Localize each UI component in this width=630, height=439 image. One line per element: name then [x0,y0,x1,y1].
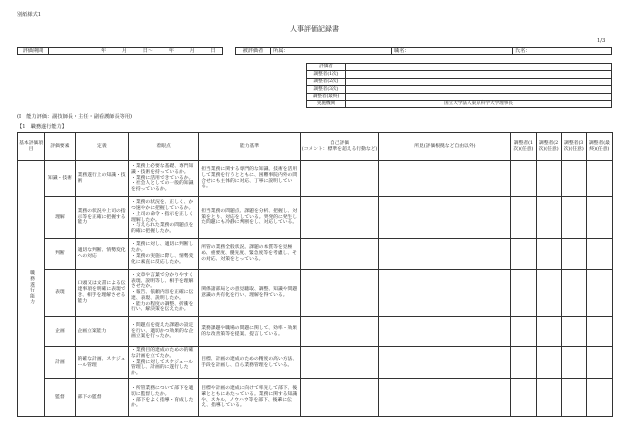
viewpoint-cell: ・業務に対し、適切に判断したか。 ・業務の実施に際し、情勢変化に素直に反応したか。 [129,239,199,270]
adj2-cell[interactable] [536,161,561,197]
element-cell: 理解 [45,197,75,239]
viewpoint-cell: ・業務の状況を、正しく、かつ速やかに把握しているか。 ・上司の命令・指示を正しく理解したか。 ・与えられた業務の問題点を的確に把握したか。 [129,197,199,239]
adj1-cell[interactable] [511,317,536,347]
period-day2: 日 [210,48,216,54]
page-title: 人事評価記録書 [290,25,339,33]
adj1-cell[interactable] [511,239,536,270]
definition-cell: 的確な計画、スケジュール管理 [75,347,128,379]
definition-cell: 業務の状況や上司の指示等を正確に把握する能力 [75,197,128,239]
period-year1: 年 [101,48,107,54]
person-label: 被評価者 [236,48,271,55]
standard-cell: 所管の業務全般状況、課題の本質等を見極め、重要度、優先度、緊急度等を考慮し、その対応、対策をとっている。 [199,239,301,270]
self-eval-cell[interactable] [300,379,379,417]
period-month2: 月 [189,48,195,54]
section-heading: (Ⅰ 能力評価：副技師長・主任・副看護師長等用) [17,114,133,120]
col-opinion: 所見(評価根拠など自由以外) [379,133,511,161]
adj-final-cell[interactable] [586,197,612,239]
element-cell: 判断 [45,239,75,270]
form-label: 別紙様式1 [17,12,42,18]
viewpoint-cell: ・文章や言葉で分かりやすく表現、説明等し、相手を理解させたか。 ・報告、依頼内容を正確に伝達、表現、説明したか。 ・能力の程度の調整、折衝を行い、解決策を伝えたか。 [129,270,199,317]
self-eval-cell[interactable] [300,347,379,379]
definition-cell: 適切な判断、情勢変化への対応 [75,239,128,270]
col-element: 評価要素 [45,133,75,161]
adj3-cell[interactable] [561,347,586,379]
standard-cell: 目標、計画の達成のための精度の高い方法、手段を計画し、自ら業務管理をしている。 [199,347,301,379]
col-adjuster3: 調整者(3次)(任意) [561,133,586,161]
element-cell: 監督 [45,379,75,417]
table-row [18,161,613,197]
adjuster1-label: 調整者(1次) [307,71,346,78]
definition-cell: 口頭又は文書による伝達事項を明確に表現でき、相手を理解させる能力 [75,270,128,317]
period-year2: 年 [168,48,174,54]
name-field[interactable]: 氏名： [513,48,612,55]
adj1-cell[interactable] [511,161,536,197]
standard-cell: 業務課題や職場の問題に関して、効率・効果的な改善策等を提案、提言している。 [199,317,301,347]
element-cell: 企画 [45,317,75,347]
adjuster-final-field[interactable] [346,93,612,100]
standard-cell: 関係諸部局との意見聴取、調整、知識や問題意識の共有化を行い、理解を得ている。 [199,270,301,317]
opinion-cell[interactable] [379,347,511,379]
period-month1: 月 [121,48,128,54]
adj-final-cell[interactable] [586,317,612,347]
adjuster2-field[interactable] [346,78,612,85]
period-box [17,47,223,55]
col-viewpoint: 着眼点 [129,133,199,161]
adj-final-cell[interactable] [586,239,612,270]
col-adjuster2: 調整者(2次)(任意) [536,133,561,161]
col-adjuster1: 調整者(1次)(任意) [511,133,536,161]
adjuster3-label: 調整者(3次) [307,86,346,93]
institution-value: 国立大学法人東京科学大学理事長 [346,100,612,107]
self-eval-cell[interactable] [300,161,379,197]
adj2-cell[interactable] [536,239,561,270]
self-eval-comment: (コメント：標準を超える行動など) [301,146,378,152]
adj3-cell[interactable] [561,317,586,347]
element-cell: 知識・技術 [45,161,75,197]
table-row [18,270,613,317]
adjuster-final-label: 調整者(最終) [307,93,346,100]
adj-final-cell[interactable] [586,161,612,197]
adj3-cell[interactable] [561,379,586,417]
self-eval-cell[interactable] [300,270,379,317]
table-row [18,347,613,379]
section-subheading: 【1 職務遂行能力】 [17,124,67,130]
page-number: 1/3 [597,38,606,44]
adj3-cell[interactable] [561,197,586,239]
definition-cell: 企画立案能力 [75,317,128,347]
affiliation-field[interactable]: 所属： [271,48,392,55]
self-eval-cell[interactable] [300,239,379,270]
opinion-cell[interactable] [379,161,511,197]
standard-cell: 担当業務の問題点、課題を分析、把握し、対策をとり、対応をしている。突発的に発生した問題にも冷静に判断をし、対応している。 [199,197,301,239]
element-cell: 表現 [45,270,75,317]
table-row [18,317,613,347]
adj3-cell[interactable] [561,239,586,270]
self-eval-cell[interactable] [300,197,379,239]
adj-final-cell[interactable] [586,270,612,317]
table-row [18,379,613,417]
institution-label: 実施機関 [307,100,346,107]
period-label: 評価期間 [18,48,49,55]
opinion-cell[interactable] [379,270,511,317]
opinion-cell[interactable] [379,379,511,417]
adj2-cell[interactable] [536,270,561,317]
col-definition: 定義 [75,133,128,161]
definition-cell: 部下の監督 [75,379,128,417]
self-eval-title: 自己評価 [329,140,350,146]
adjuster1-field[interactable] [346,71,612,78]
col-basic-item: 基本評価項目 [18,133,45,161]
opinion-cell[interactable] [379,239,511,270]
evaluators-box [306,63,612,108]
adj-final-cell[interactable] [586,379,612,417]
opinion-cell[interactable] [379,197,511,239]
col-self-eval [300,133,379,161]
col-adjuster-final: 調整者(最終)(任意) [586,133,612,161]
viewpoint-cell: ・業務上必要な基礎、専門知識・技術を持っているか。 ・業務に活用できているか。 ・社会人としての一般的知識を持っているか。 [129,161,199,197]
person-box [235,47,612,55]
col-standard: 能力基準 [199,133,301,161]
adj-final-cell[interactable] [586,347,612,379]
definition-cell: 業務遂行上の知識・技術 [75,161,128,197]
self-eval-cell[interactable] [300,317,379,347]
viewpoint-cell: ・所管業務について部下を適切に監督したか。 ・部下をよく指導・育成したか。 [129,379,199,417]
group-label-cell [18,161,45,417]
evaluation-table [17,132,613,417]
adj2-cell[interactable] [536,197,561,239]
period-day1: 日～ [142,48,154,54]
opinion-cell[interactable] [379,317,511,347]
standard-cell: 目標や計画の達成に向けて率先して部下、後輩とともにあたっている。業務に関する知識や、スキル、ノウハウ等を部下、後輩に伝え、指導している。 [199,379,301,417]
viewpoint-cell: ・業務目的達成のための的確な計画を立てたか。 ・業務に対してスケジュール管理し、計画的に遂行したか。 [129,347,199,379]
table-row [18,197,613,239]
adj2-cell[interactable] [536,317,561,347]
evaluator-label: 評価者 [307,64,346,71]
adj1-cell[interactable] [511,270,536,317]
adj1-cell[interactable] [511,347,536,379]
standard-cell: 担当業務に関する専門的な知識、技術を活用して業務を行うとともに、困難事院内外の問合せにも主体的に対応、丁寧に説明している。 [199,161,301,197]
adj1-cell[interactable] [511,197,536,239]
group-label: 職務遂行能力 [29,269,35,305]
evaluator-field[interactable] [346,64,612,71]
viewpoint-cell: ・問題点を捉えた課題の設定を行い、適切かつ効果的な企画立案を行ったか。 [129,317,199,347]
adjuster2-label: 調整者(2次) [307,78,346,85]
position-field[interactable]: 職名： [392,48,513,55]
adj1-cell[interactable] [511,379,536,417]
element-cell: 計画 [45,347,75,379]
adj3-cell[interactable] [561,270,586,317]
table-row [18,239,613,270]
adj2-cell[interactable] [536,379,561,417]
adj2-cell[interactable] [536,347,561,379]
adj3-cell[interactable] [561,161,586,197]
adjuster3-field[interactable] [346,86,612,93]
